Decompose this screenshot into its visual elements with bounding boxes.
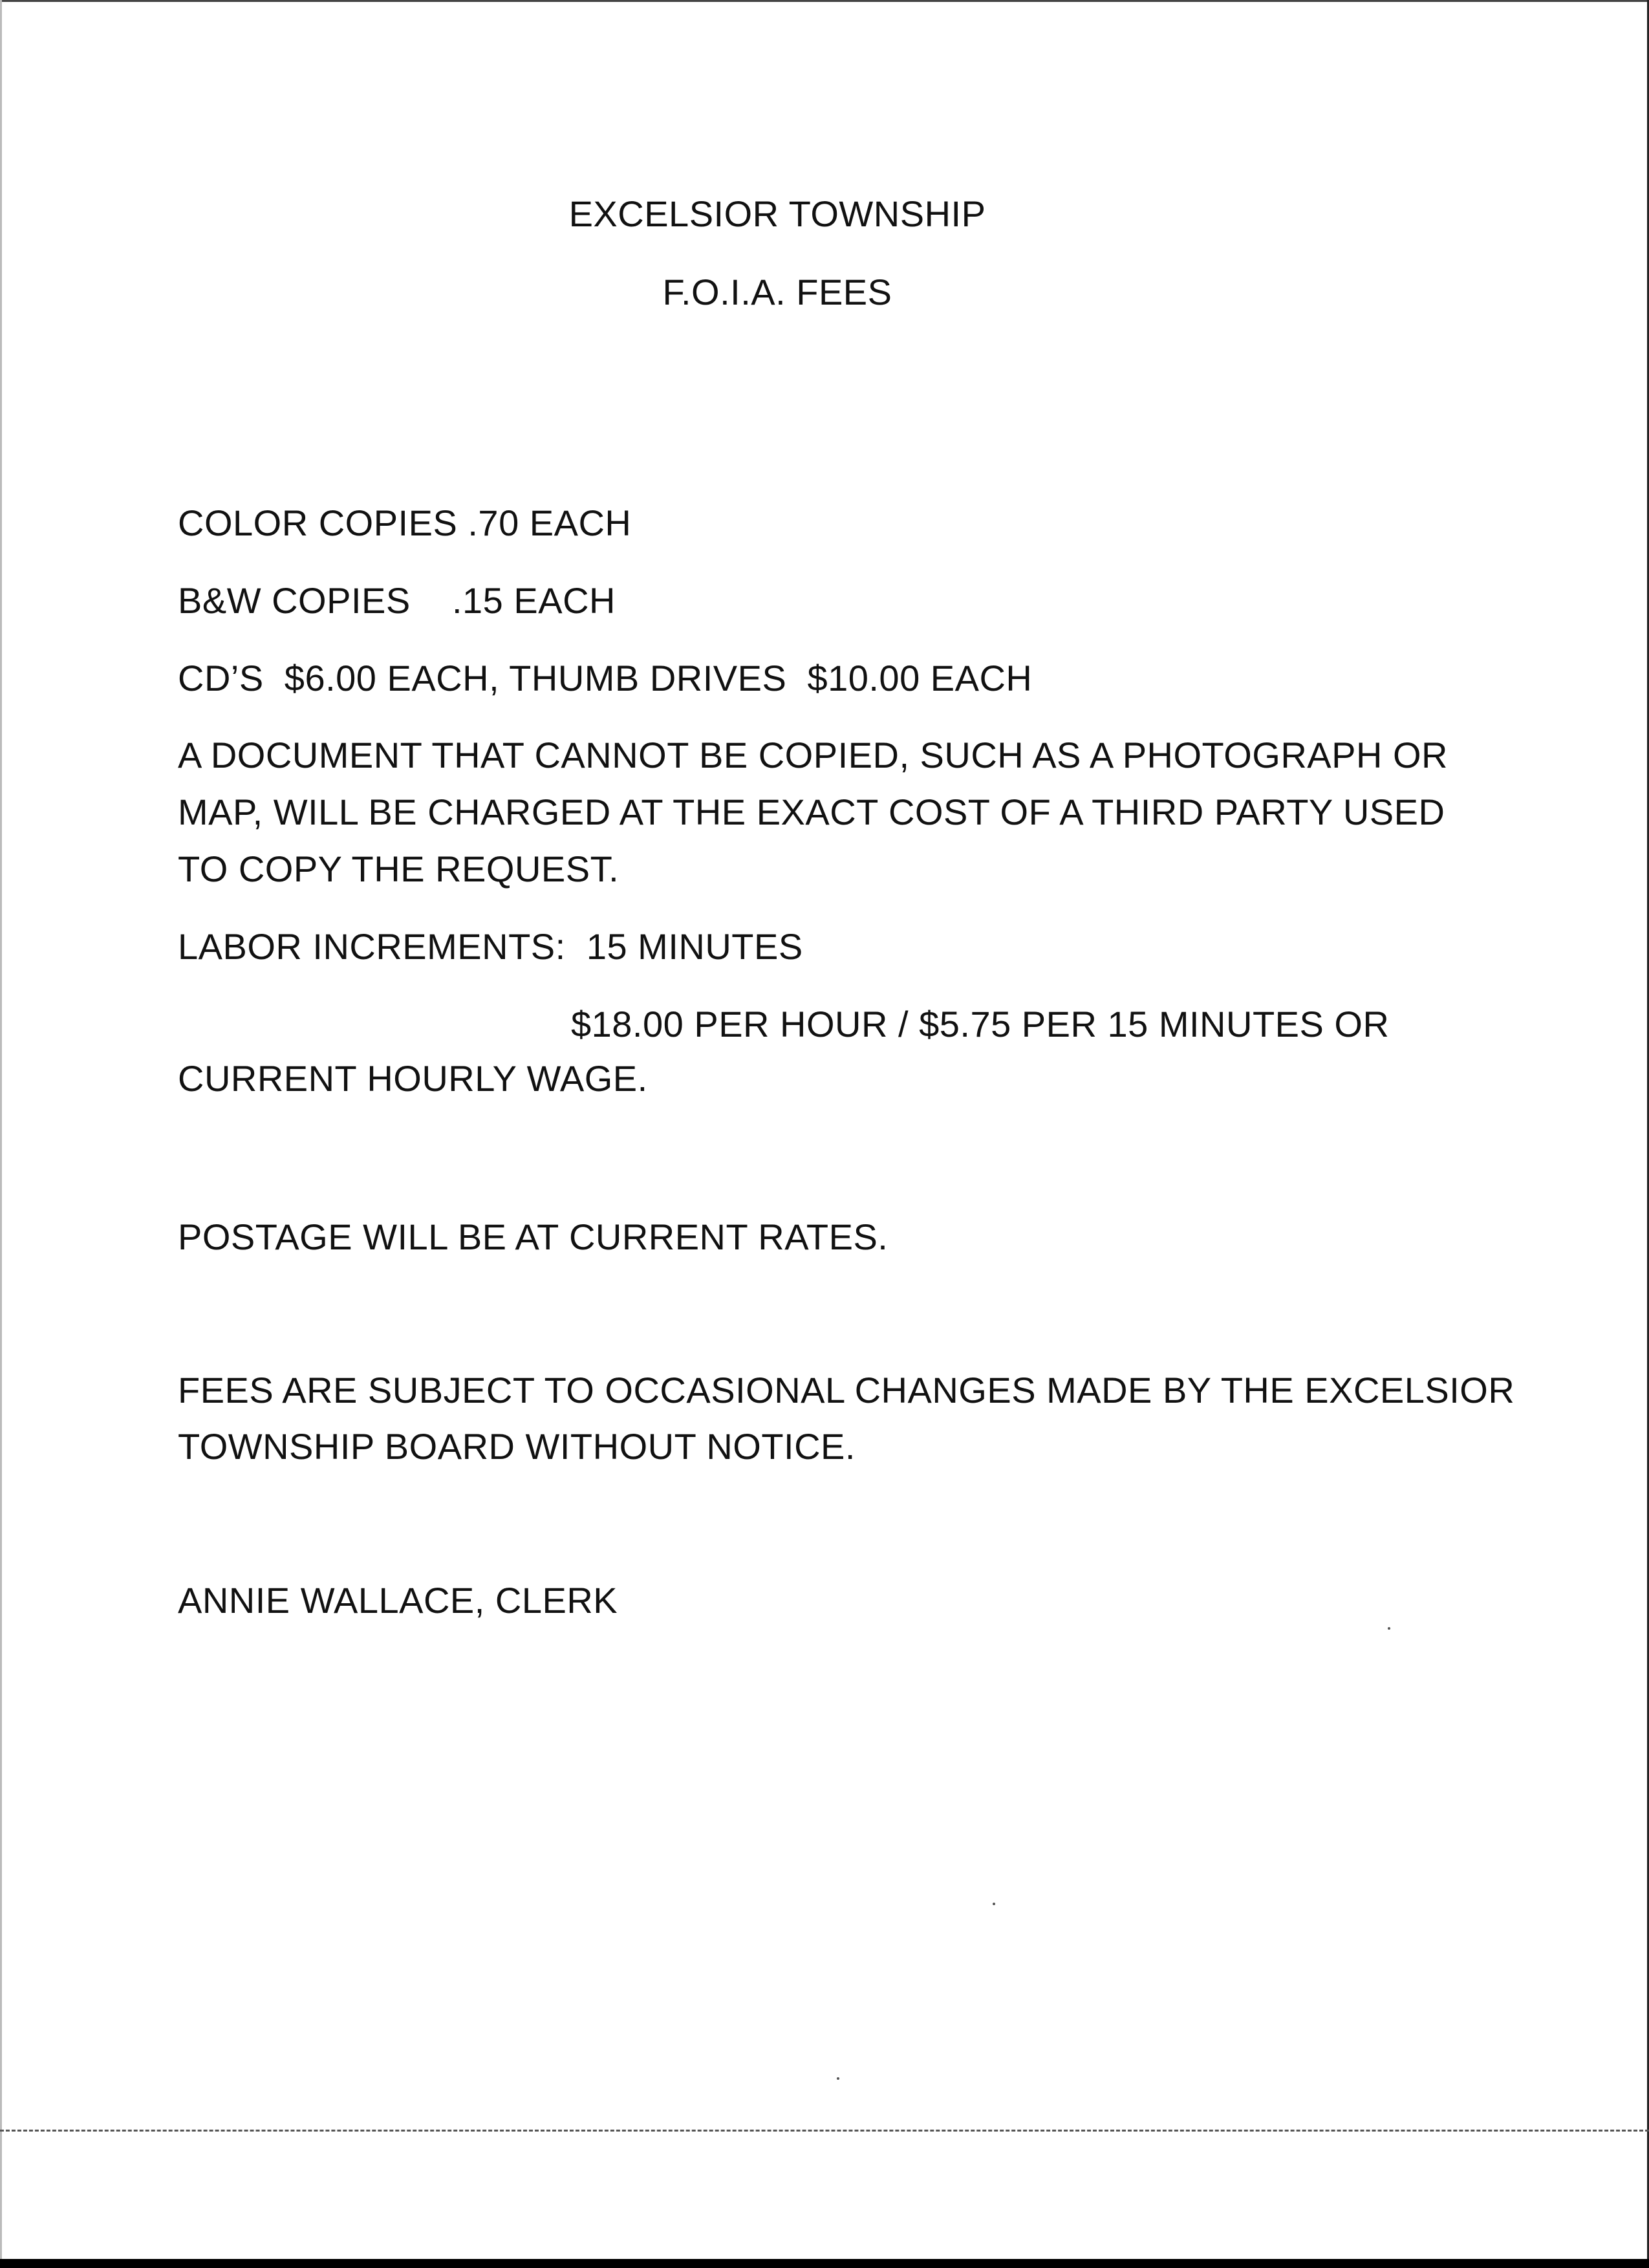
fee-uncopyable-line-3: TO COPY THE REQUEST.	[178, 848, 620, 889]
scan-speck	[1388, 1627, 1390, 1630]
scan-speck	[993, 1903, 995, 1905]
notice-line-2: TOWNSHIP BOARD WITHOUT NOTICE.	[178, 1426, 856, 1467]
fee-uncopyable-line-1: A DOCUMENT THAT CANNOT BE COPIED, SUCH AS A PHOTOGRAPH OR	[178, 735, 1448, 775]
scan-edge-top	[0, 0, 1649, 2]
fee-media: CD’S $6.00 EACH, THUMB DRIVES $10.00 EACH	[178, 658, 1033, 698]
labor-rate-line-1: $18.00 PER HOUR / $5.75 PER 15 MINUTES OR	[571, 1004, 1390, 1044]
notice-line-1: FEES ARE SUBJECT TO OCCASIONAL CHANGES MADE BY THE EXCELSIOR	[178, 1370, 1515, 1410]
scan-edge-left	[0, 0, 2, 2268]
document-subtitle: F.O.I.A. FEES	[662, 272, 892, 312]
scan-speck	[837, 2077, 839, 2080]
fee-uncopyable-line-2: MAP, WILL BE CHARGED AT THE EXACT COST OF A THIRD PARTY USED	[178, 792, 1445, 832]
postage-note: POSTAGE WILL BE AT CURRENT RATES.	[178, 1216, 889, 1257]
scan-edge-bottom	[0, 2259, 1649, 2268]
labor-increments: LABOR INCREMENTS: 15 MINUTES	[178, 926, 803, 967]
labor-rate-line-2: CURRENT HOURLY WAGE.	[178, 1058, 648, 1099]
scan-artifact-line	[0, 2130, 1649, 2132]
fee-color-copies: COLOR COPIES .70 EACH	[178, 502, 632, 543]
fee-bw-copies: B&W COPIES .15 EACH	[178, 580, 616, 621]
document-title: EXCELSIOR TOWNSHIP	[568, 193, 986, 234]
clerk-signature: ANNIE WALLACE, CLERK	[178, 1580, 618, 1621]
